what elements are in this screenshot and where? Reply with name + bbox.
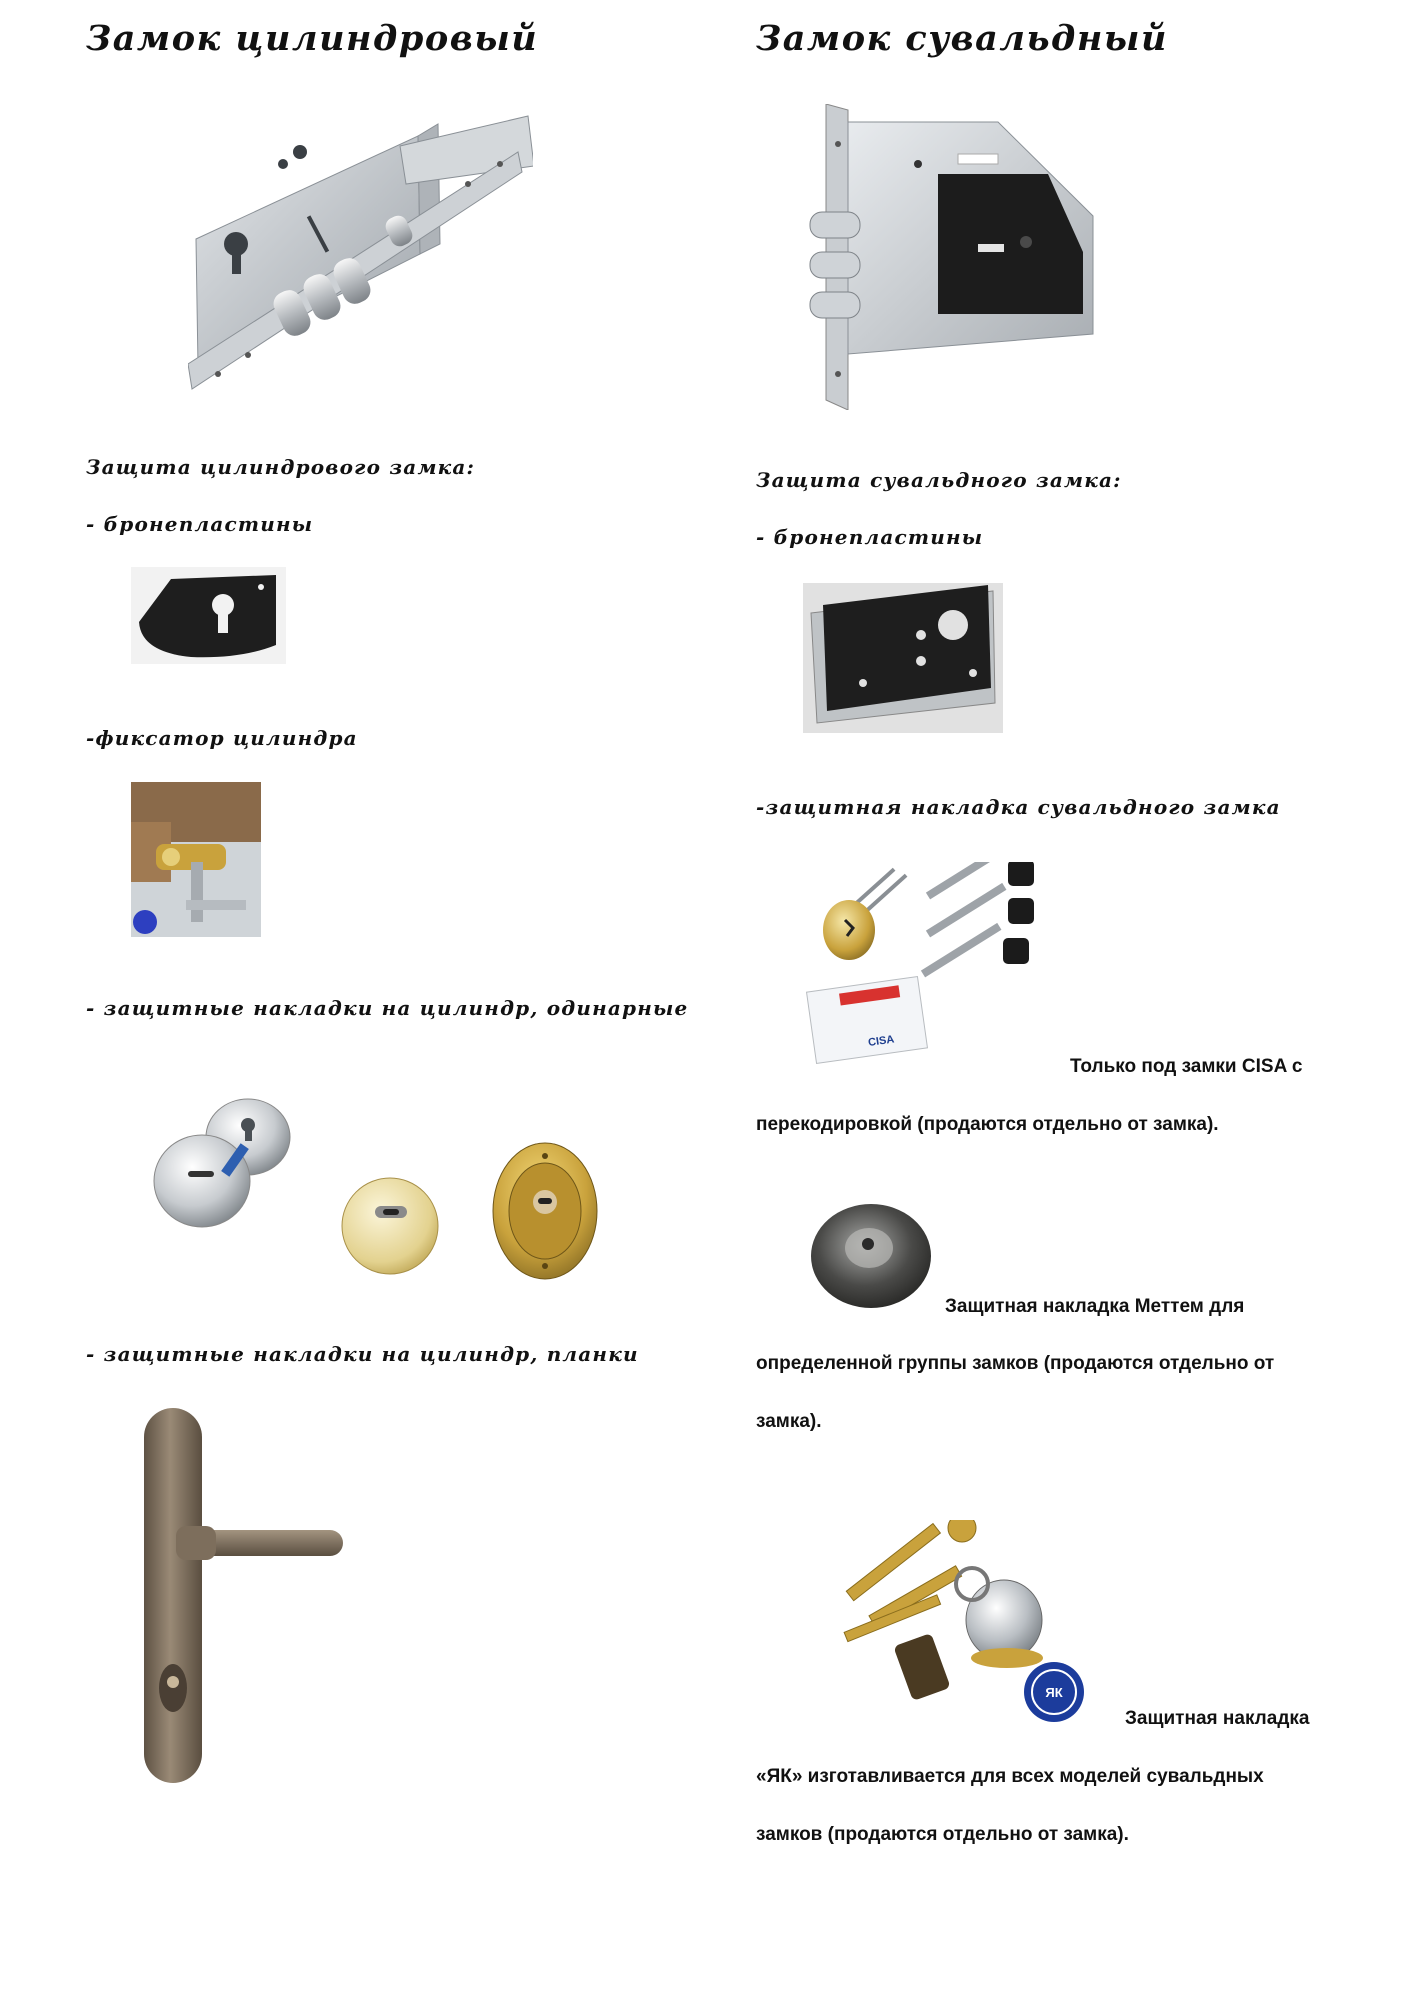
mettem-note-line1: Защитная накладка Меттем для [945,1296,1245,1317]
cylinder-armor-plate-photo [131,567,286,664]
yak-note-line3: замков (продаются отдельно от замка). [756,1824,1129,1845]
lever-protection-title: Защита сувальдного замка: [756,468,1122,492]
single-escutcheons-label: - защитные накладки на цилиндр, одинарные [86,996,689,1020]
cylinder-lock-title: Замок цилиндровый [86,18,539,59]
chrome-knob-escutcheon-photo [150,1095,295,1237]
lever-armor-plate-photo [803,583,1003,733]
lever-lock-photo [808,104,1100,410]
lever-escutcheon-label: -защитная накладка сувальдного замка [756,795,1281,819]
cisa-escutcheon-kit-photo [803,862,1078,1072]
brass-oval-escutcheon-photo [490,1140,600,1282]
lever-lock-title: Замок сувальдный [756,18,1168,59]
cylinder-retainer-photo [131,782,261,937]
cisa-note-line2: перекодировкой (продаются отдельно от замка). [756,1114,1219,1135]
yak-escutcheon-keys-photo [832,1520,1124,1732]
lever-armor-plates-label: - бронепластины [756,525,984,549]
yak-note-line1: Защитная накладка [1125,1708,1310,1729]
mettem-note-line3: замка). [756,1411,822,1432]
yak-badge-label: ЯК [1045,1685,1063,1700]
cisa-note-line1: Только под замки CISA с [1070,1056,1303,1077]
cylinder-retainer-label: -фиксатор цилиндра [86,726,358,750]
yak-note-line2: «ЯК» изготавливается для всех моделей сувальдных [756,1766,1264,1787]
plate-escutcheons-label: - защитные накладки на цилиндр, планки [86,1342,639,1366]
mettem-note-line2: определенной группы замков (продаются отдельно от [756,1353,1275,1374]
cylinder-armor-plates-label: - бронепластины [86,512,314,536]
cylinder-protection-title: Защита цилиндрового замка: [86,455,476,479]
cylinder-lock-photo [188,104,533,424]
brass-round-escutcheon-photo [335,1168,445,1278]
mettem-escutcheon-photo [805,1200,935,1310]
handle-plate-escutcheon-photo [136,1400,356,1790]
cisa-card-label: CISA [867,1033,896,1049]
